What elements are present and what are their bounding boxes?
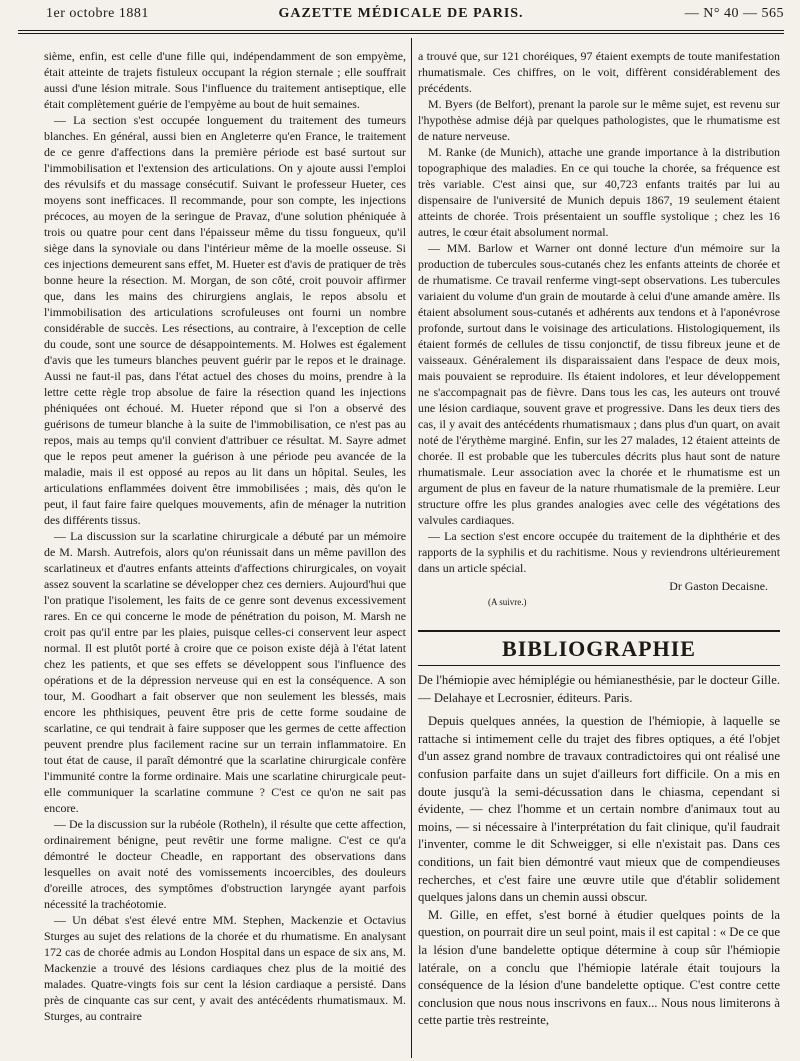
paragraph: a trouvé que, sur 121 choréiques, 97 étaient exempts de toute manifestation rhumatismale. Ces chiffres, on le voit, diffèrent considérablement des précédents.	[418, 49, 780, 95]
issue-date: 1er octobre 1881	[46, 6, 149, 21]
issue-page-number: — N° 40 — 565	[684, 6, 784, 21]
to-be-continued-note: (A suivre.)	[488, 597, 527, 607]
right-column	[418, 48, 780, 610]
paragraph: — La section s'est occupée longuement du traitement des tumeurs blanches. En général, aussi bien en Angleterre qu'en France, le traitement de ce genre d'affections dans la première période est basé surtout sur l'immobilisation et l'extension des articulations. On y ajoute aussi l'emploi des révulsifs et du massage consécutif. Suivant le professeur Hueter, ces moyens sont inefficaces. Il recommande, pour son compte, les injections précoces, au moyen de la seringue de Pravaz, d'une solution phéniquée à trois ou quatre pour cent dans l'épaisseur même du tissu fongueux, qu'il siège dans la synoviale ou dans l'intérieur même de la moelle osseuse. Si ces injections demeurent sans effet, M. Hueter est d'avis de pratiquer de très bonne heure la résection. M. Morgan, de son côté, croit pouvoir affirmer que, dans les mains des chirurgiens anglais, le repos absolu et l'immobilisation des articulations scrofuleuses ont fourni un nombre considérable de succès. Les résections, au contraire, à l'exception de celle du coude, sont une source de désappointements. M. Holwes est également d'avis que les tumeurs blanches peuvent guérir par le repos et le drainage. Aussi ne faut-il pas, dans l'état actuel des choses du moins, prendre à la lettre cette règle trop absolue de faire la résection quand les injections phéniquées ont échoué. M. Hueter répond que si l'on a observé des guérisons de tumeur blanche à la suite de l'immobilisation, ce n'est pas au repos, mais au temps qu'il convient d'attribuer ce résultat. M. Sayre admet que le repos peut amener la guérison à une période peu avancée de la maladie, mais il est opposé au repos au lit dans un hôpital. Seules, les articulations enflammées doivent être immobilisées ; mais, dès qu'on le peut, il faut faire faire quelques mouvements, afin de ménager la nutrition des différents tissus.	[44, 113, 406, 527]
bibliography-heading: BIBLIOGRAPHIE	[502, 636, 696, 661]
page-header	[18, 4, 784, 30]
paragraph: — La section s'est encore occupée du traitement de la diphthérie et des rapports de la syphilis et du rachitisme. Nous y reviendrons ultérieurement dans un article spécial.	[418, 529, 780, 575]
paragraph: M. Ranke (de Munich), attache une grande importance à la distribution topographique des maladies. En ce qui touche la chorée, sa fréquence est très variable. C'est ainsi que, sur 40,723 enfants traités par lui au dispensaire de l'université de Munich depuis 1867, 19 seulement étaient atteints de chorée. Trois présentaient un souffle systolique ; chez les 16 autres, le cœur était absolument normal.	[418, 145, 780, 239]
section-rule	[418, 665, 780, 666]
header-rule-double	[18, 33, 784, 34]
paragraph: Depuis quelques années, la question de l'hémiopie, à laquelle se rattache si intimement celle du trajet des fibres optiques, a été l'objet d'un assez grand nombre de travaux contradictoires qui ont réalisé une confusion parfaite dans un sujet d'ailleurs fort difficile. On a mis en doute jusqu'à la semi-décussation dans le chiasma, cependant si évidente, — chez l'homme et un certain nombre d'animaux tout au moins, — si nécessaire à l'interprétation du fait clinique, qu'il faudrait l'inventer, comme le dit Schweigger, si elle n'existait pas. Dans ces conditions, un fait bien démontré vaut mieux que de compendieuses recherches, et c'est faire une œuvre utile que d'établir solidement quelques jalons dans un chemin aussi obscur.	[418, 714, 780, 905]
header-rule	[18, 30, 784, 31]
paragraph: — Un débat s'est élevé entre MM. Stephen, Mackenzie et Octavius Sturges au sujet des relations de la chorée et du rhumatisme. En analysant 172 cas de chorée admis au London Hospital dans un espace de six ans, M. Mackenzie a trouvé des lésions cardiaques chez plus de la moitié des malades. Quatre-vingts fois sur cent la lésion cardiaque a persisté. Dans près de cinquante cas sur cent, y avait des antécédents rhumatismaux. M. Sturges, au contraire	[44, 913, 406, 1023]
left-column	[44, 48, 406, 1024]
column-divider	[411, 38, 412, 1058]
author-signature: Dr Gaston Decaisne.	[669, 579, 768, 593]
paragraph: M. Byers (de Belfort), prenant la parole sur le même sujet, est revenu sur l'hypothèse admise déjà par quelques pathologistes, que le rhumatisme est de nature nerveuse.	[418, 97, 780, 143]
book-entry: De l'hémiopie avec hémiplégie ou hémianesthésie, par le docteur Gille. — Delahaye et Lecrosnier, éditeurs. Paris.	[418, 673, 780, 705]
paragraph: — De la discussion sur la rubéole (Rotheln), il résulte que cette affection, ordinairement bénigne, peut revêtir une forme maligne. C'est ce qu'a démontré le docteur Cheadle, en rapportant des observations dans lesquelles on avait noté des vomissements incoercibles, des douleurs d'oreille atroces, des symptômes d'obstruction laryngée ayant parfois nécessité la trachéotomie.	[44, 817, 406, 911]
paragraph: sième, enfin, est celle d'une fille qui, indépendamment de son empyème, était atteinte de trajets fistuleux occupant la région sternale ; elle souffrait aussi d'une lésion mitrale. Sous l'influence du traitement antiseptique, elle était complètement guérie de l'empyème au bout de huit semaines.	[44, 49, 406, 111]
paragraph: — MM. Barlow et Warner ont donné lecture d'un mémoire sur la production de tubercules sous-cutanés chez les enfants atteints de chorée et de rhumatisme. Ce travail renferme vingt-sept observations. Les tubercules variaient du volume d'un grain de moutarde à celui d'une amande amère. Ils étaient absolument sous-cutanés et adhérents aux tendons et à l'aponévrose profonde, surtout dans le voisinage des articulations. Histologiquement, ils étaient formés de cellules de tissu conjonctif, de tissu fibreux jeune et de vaisseaux. Généralement ils disparaissaient dans l'espace de deux mois, mais pouvaient se reproduire. Ils étaient indolores, et leur développement ne s'accompagnait pas de fièvre. Dans tous les cas, les auteurs ont trouvé une lésion cardiaque, souvent grave et progressive. Dans les deux tiers des cas, il y avait des antécédents rhumatismaux ; dans plus d'un quart, on avait noté de l'érythème marginé. Enfin, sur les 27 malades, 12 étaient atteints de chorée. Il est probable que les tubercules décrits plus haut sont de nature rhumatismale. Leur association avec la chorée et le rhumatisme est un argument de plus en faveur de la nature rhumatismale de la première. Leur structure offre les plus grandes analogies avec celle des végétations des valvules cardiaques.	[418, 241, 780, 527]
bibliography-section	[418, 672, 780, 1030]
paragraph: M. Gille, en effet, s'est borné à étudier quelques points de la question, on pourrait dire un seul point, mais il est capital : « De ce que la lésion d'une bandelette optique détermine à coup sûr l'hémiopie latérale, on a conclu que l'hémiopie latérale était toujours la conséquence de la lésion d'une bandelette optique. C'est contre cette conclusion que nous nous inscrivons en faux... Nous nous limiterons à cette partie très restreinte,	[418, 907, 780, 1028]
paragraph: — La discussion sur la scarlatine chirurgicale a débuté par un mémoire de M. Marsh. Autrefois, alors qu'on réunissait dans un même pavillon des scarlatineux et d'autres enfants atteints d'affections chirurgicales, on voyait assez souvent la scarlatine se développer chez ces derniers. Aujourd'hui que l'on pratique l'isolement, les faits de ce genre sont devenus excessivement rares. En ce qui concerne le mode de pénétration du poison, M. Marsh ne croit pas qu'il entre par les plaies, puisque celles-ci conservent leur aspect normal. Il est plutôt porté à croire que ce poison existe déjà à l'état latent chez les patients, et que ses effets se développent sous l'influence des opérations et de la dépression nerveuse qui en est la conséquence. A son tour, M. Goodhart a fait observer que non seulement les blessés, mais encore les phthisiques, peuvent être pris de cette forme soudaine de scarlatine, ce qui tendrait à faire supposer que les germes de cette affection peuvent prendre plus facilement racine sur un terrain inflammatoire. En tout état de cause, il paraît démontré que la scarlatine chirurgicale confère l'immunité contre la forme ordinaire. Mais une scarlatine chirurgicale peut-elle communiquer la scarlatine commune ? C'est ce qu'on ne sait pas encore.	[44, 529, 406, 815]
journal-title: GAZETTE MÉDICALE DE PARIS.	[278, 6, 524, 21]
section-rule	[418, 630, 780, 632]
